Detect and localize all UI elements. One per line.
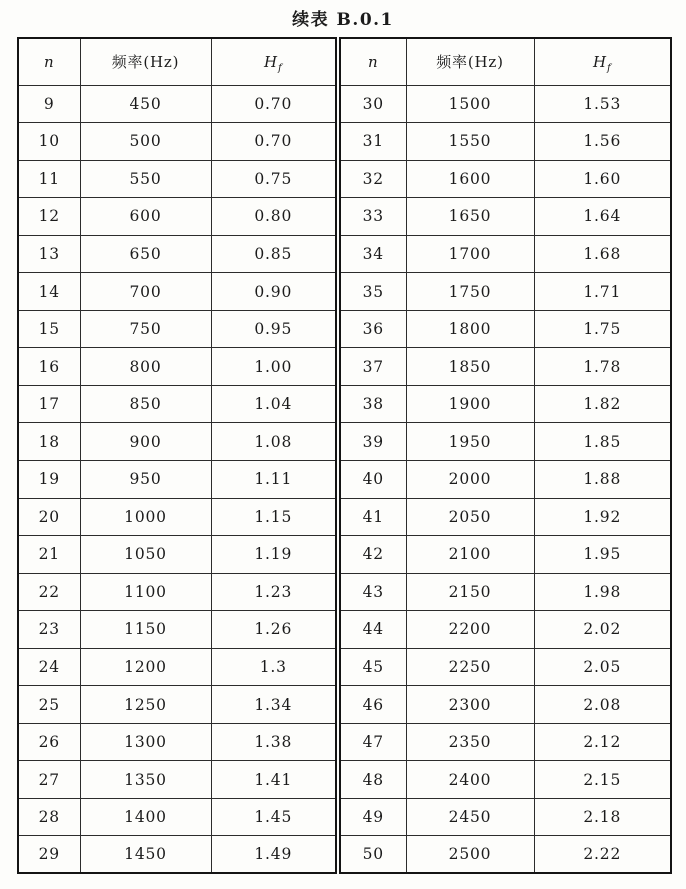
table-row — [18, 85, 336, 123]
right-table-body — [340, 85, 671, 873]
hf-cell: 1.3 — [211, 648, 336, 686]
hf-cell: 1.56 — [534, 123, 671, 161]
table-row — [18, 798, 336, 836]
table-row — [340, 423, 671, 461]
table-row — [340, 611, 671, 649]
hf-cell: 1.34 — [211, 686, 336, 724]
hf-cell: 1.49 — [211, 836, 336, 874]
hf-cell: 1.82 — [534, 385, 671, 423]
col-header-hf — [211, 38, 336, 85]
table-row — [18, 460, 336, 498]
hf-header-subscript: f — [606, 62, 612, 74]
frequency-cell: 900 — [80, 423, 211, 461]
frequency-cell: 2050 — [406, 498, 534, 536]
frequency-cell: 800 — [80, 348, 211, 386]
frequency-cell: 1400 — [80, 798, 211, 836]
right-half-table — [339, 37, 672, 874]
table-row — [340, 836, 671, 874]
hf-cell: 1.53 — [534, 85, 671, 123]
col-header-frequency — [80, 38, 211, 85]
n-cell: 32 — [340, 160, 406, 198]
continued-table — [17, 37, 686, 874]
n-header-label: n — [368, 52, 379, 71]
n-cell: 40 — [340, 460, 406, 498]
n-cell: 16 — [18, 348, 80, 386]
frequency-cell: 2300 — [406, 686, 534, 724]
frequency-cell: 1050 — [80, 536, 211, 574]
table-row — [18, 160, 336, 198]
hf-cell: 1.45 — [211, 798, 336, 836]
frequency-cell: 2150 — [406, 573, 534, 611]
n-cell: 41 — [340, 498, 406, 536]
table-row — [18, 123, 336, 161]
table-row — [340, 385, 671, 423]
table-row — [18, 836, 336, 874]
table-row — [18, 536, 336, 574]
hf-cell: 1.26 — [211, 611, 336, 649]
n-cell: 50 — [340, 836, 406, 874]
hf-header-label: H — [264, 52, 278, 71]
frequency-cell: 1150 — [80, 611, 211, 649]
table-row — [340, 160, 671, 198]
frequency-cell: 1700 — [406, 235, 534, 273]
n-cell: 11 — [18, 160, 80, 198]
col-header-frequency — [406, 38, 534, 85]
table-row — [18, 723, 336, 761]
frequency-cell: 1350 — [80, 761, 211, 799]
table-row — [340, 310, 671, 348]
n-cell: 20 — [18, 498, 80, 536]
frequency-cell: 1000 — [80, 498, 211, 536]
hf-cell: 2.12 — [534, 723, 671, 761]
header-row — [18, 38, 336, 85]
n-cell: 27 — [18, 761, 80, 799]
table-row — [340, 123, 671, 161]
n-cell: 43 — [340, 573, 406, 611]
frequency-cell: 1950 — [406, 423, 534, 461]
n-cell: 22 — [18, 573, 80, 611]
table-row — [340, 198, 671, 236]
frequency-cell: 750 — [80, 310, 211, 348]
table-row — [340, 460, 671, 498]
table-row — [18, 611, 336, 649]
hf-cell: 0.85 — [211, 235, 336, 273]
frequency-cell: 2500 — [406, 836, 534, 874]
n-cell: 39 — [340, 423, 406, 461]
hf-cell: 1.64 — [534, 198, 671, 236]
hf-cell: 2.05 — [534, 648, 671, 686]
left-half-table — [17, 37, 337, 874]
n-cell: 47 — [340, 723, 406, 761]
frequency-cell: 1900 — [406, 385, 534, 423]
frequency-cell: 2450 — [406, 798, 534, 836]
n-cell: 21 — [18, 536, 80, 574]
table-row — [340, 761, 671, 799]
hf-cell: 0.70 — [211, 85, 336, 123]
n-cell: 33 — [340, 198, 406, 236]
hf-cell: 1.60 — [534, 160, 671, 198]
table-row — [340, 573, 671, 611]
n-cell: 49 — [340, 798, 406, 836]
frequency-cell: 2100 — [406, 536, 534, 574]
frequency-cell: 1300 — [80, 723, 211, 761]
n-header-label: n — [44, 52, 55, 71]
hf-cell: 0.75 — [211, 160, 336, 198]
table-row — [18, 498, 336, 536]
n-cell: 42 — [340, 536, 406, 574]
n-cell: 18 — [18, 423, 80, 461]
table-row — [340, 498, 671, 536]
n-cell: 15 — [18, 310, 80, 348]
frequency-cell: 1750 — [406, 273, 534, 311]
n-cell: 29 — [18, 836, 80, 874]
table-row — [18, 761, 336, 799]
n-cell: 46 — [340, 686, 406, 724]
left-table-body — [18, 85, 336, 873]
frequency-cell: 1850 — [406, 348, 534, 386]
hf-cell: 1.68 — [534, 235, 671, 273]
n-cell: 14 — [18, 273, 80, 311]
n-cell: 13 — [18, 235, 80, 273]
frequency-cell: 1250 — [80, 686, 211, 724]
n-cell: 31 — [340, 123, 406, 161]
frequency-cell: 1550 — [406, 123, 534, 161]
n-cell: 35 — [340, 273, 406, 311]
n-cell: 34 — [340, 235, 406, 273]
n-cell: 30 — [340, 85, 406, 123]
frequency-cell: 950 — [80, 460, 211, 498]
table-row — [340, 798, 671, 836]
frequency-cell: 700 — [80, 273, 211, 311]
hf-header-label: H — [593, 52, 607, 71]
n-cell: 28 — [18, 798, 80, 836]
n-cell: 38 — [340, 385, 406, 423]
hf-header-subscript: f — [277, 62, 283, 74]
n-cell: 10 — [18, 123, 80, 161]
hf-cell: 2.22 — [534, 836, 671, 874]
n-cell: 48 — [340, 761, 406, 799]
hf-cell: 1.08 — [211, 423, 336, 461]
table-row — [340, 348, 671, 386]
hf-cell: 2.18 — [534, 798, 671, 836]
table-row — [18, 198, 336, 236]
hf-cell: 1.38 — [211, 723, 336, 761]
hf-cell: 1.95 — [534, 536, 671, 574]
frequency-cell: 600 — [80, 198, 211, 236]
n-cell: 19 — [18, 460, 80, 498]
table-row — [340, 273, 671, 311]
hf-cell: 0.80 — [211, 198, 336, 236]
frequency-cell: 1600 — [406, 160, 534, 198]
n-cell: 9 — [18, 85, 80, 123]
frequency-cell: 2400 — [406, 761, 534, 799]
col-header-n — [18, 38, 80, 85]
hf-cell: 1.98 — [534, 573, 671, 611]
n-cell: 24 — [18, 648, 80, 686]
table-row — [340, 235, 671, 273]
hf-cell: 2.02 — [534, 611, 671, 649]
table-row — [18, 648, 336, 686]
frequency-cell: 500 — [80, 123, 211, 161]
frequency-cell: 850 — [80, 385, 211, 423]
hf-cell: 2.15 — [534, 761, 671, 799]
frequency-cell: 1200 — [80, 648, 211, 686]
table-row — [18, 235, 336, 273]
table-row — [340, 648, 671, 686]
n-cell: 25 — [18, 686, 80, 724]
hf-cell: 0.95 — [211, 310, 336, 348]
table-row — [18, 573, 336, 611]
table-row — [340, 686, 671, 724]
hf-cell: 1.23 — [211, 573, 336, 611]
frequency-cell: 450 — [80, 85, 211, 123]
table-row — [18, 385, 336, 423]
hf-cell: 1.19 — [211, 536, 336, 574]
col-header-n — [340, 38, 406, 85]
frequency-cell: 1800 — [406, 310, 534, 348]
hf-cell: 1.15 — [211, 498, 336, 536]
n-cell: 37 — [340, 348, 406, 386]
frequency-cell: 1500 — [406, 85, 534, 123]
frequency-cell: 2200 — [406, 611, 534, 649]
table-row — [18, 686, 336, 724]
table-row — [18, 423, 336, 461]
hf-cell: 0.70 — [211, 123, 336, 161]
hf-cell: 1.71 — [534, 273, 671, 311]
n-cell: 36 — [340, 310, 406, 348]
frequency-cell: 1100 — [80, 573, 211, 611]
header-row — [340, 38, 671, 85]
hf-cell: 1.41 — [211, 761, 336, 799]
frequency-cell: 2000 — [406, 460, 534, 498]
hf-cell: 1.88 — [534, 460, 671, 498]
col-header-hf — [534, 38, 671, 85]
frequency-header-label: 频率(Hz) — [111, 53, 180, 72]
table-row — [18, 310, 336, 348]
hf-cell: 1.78 — [534, 348, 671, 386]
hf-cell: 1.00 — [211, 348, 336, 386]
table-row — [340, 723, 671, 761]
hf-cell: 1.04 — [211, 385, 336, 423]
hf-cell: 1.75 — [534, 310, 671, 348]
table-row — [18, 348, 336, 386]
table-row — [340, 536, 671, 574]
frequency-cell: 2350 — [406, 723, 534, 761]
table-row — [340, 85, 671, 123]
frequency-cell: 2250 — [406, 648, 534, 686]
frequency-header-label: 频率(Hz) — [436, 53, 504, 72]
n-cell: 26 — [18, 723, 80, 761]
hf-cell: 0.90 — [211, 273, 336, 311]
n-cell: 23 — [18, 611, 80, 649]
table-title: 续表 B.0.1 — [292, 10, 394, 30]
hf-cell: 1.92 — [534, 498, 671, 536]
n-cell: 44 — [340, 611, 406, 649]
n-cell: 17 — [18, 385, 80, 423]
hf-cell: 2.08 — [534, 686, 671, 724]
frequency-cell: 1650 — [406, 198, 534, 236]
table-row — [18, 273, 336, 311]
hf-cell: 1.11 — [211, 460, 336, 498]
n-cell: 45 — [340, 648, 406, 686]
frequency-cell: 650 — [80, 235, 211, 273]
frequency-cell: 1450 — [80, 836, 211, 874]
frequency-cell: 550 — [80, 160, 211, 198]
n-cell: 12 — [18, 198, 80, 236]
hf-cell: 1.85 — [534, 423, 671, 461]
